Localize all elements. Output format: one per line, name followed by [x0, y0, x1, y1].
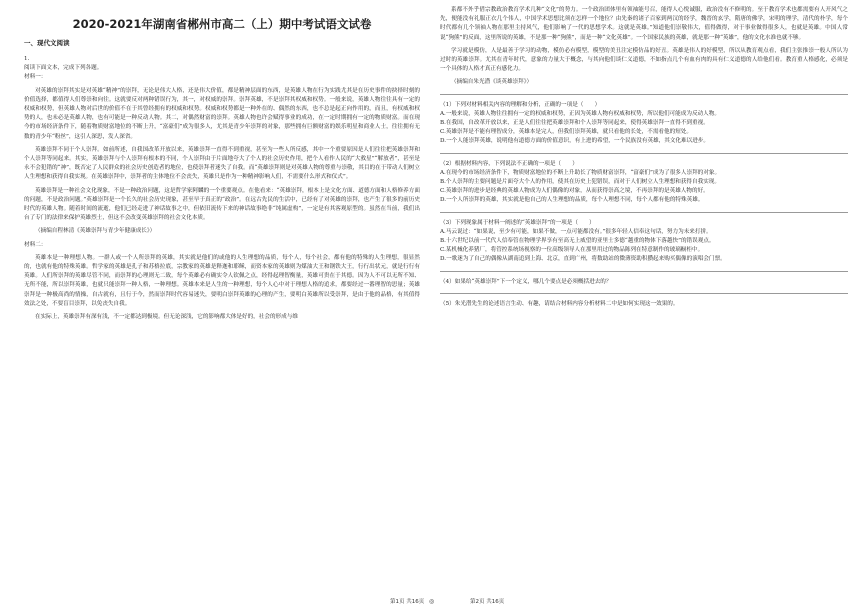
exam-title: 2020-2021年湖南省郴州市高二（上）期中考试语文试卷: [72, 17, 372, 31]
question-2: （2）根据材料内容，下列说法不正确的一项是（ ）: [440, 160, 578, 167]
option-3c: C.某机械化养猪厂，将管控系统场视察的一位高级领导人在那里用过的物品陈列在特意制作的玻璃橱柜中。: [440, 247, 704, 254]
option-3b: B.十六世纪以前一代代人信奉管在物理学界享有至高无上威望的亚里士多德“越重的物体下落越快”的错误观点。: [440, 238, 715, 245]
right-page: [430, 0, 860, 608]
section-heading: 一、现代文阅读: [24, 39, 70, 47]
page-number-left: 第1页 共16页: [390, 599, 425, 605]
option-1a: A.一般来说，英雄人物往往拥有一定的权威和权势，正因为英雄人物有权威和权势，所以他们可能成为反动人物。: [440, 110, 720, 117]
question-4: （4）如果给“英雄崇拜”下一个定义，哪几个要点是必须概括进去的？: [440, 278, 612, 285]
option-1d: D.一个人能崇拜英雄，说明他有道德方面的价值意识，有上进的希望，一个民族没有英雄，其文化难以进步。: [440, 138, 709, 145]
paragraph: 学习就是模仿，人是最善于学习的动物，模仿必有模型，模型的美丑注定模仿品的好丑。英雄是伟人的好模型，所以从教育观点看，我们主张推崇一般人所认为过时的英雄崇拜。尤其在青年时代，意象的力量大于概念，与其向他们谈仁义道德，不如指点几个有血有肉的具有仁义道德的人给他们看。教育重人格感化，必须是一个具体的人格才真正有感化力。: [440, 47, 848, 73]
page-separator-mark: ◎: [429, 598, 435, 605]
question-3: （3）下列现象属于材料一阐述的“英雄崇拜”的一项是（ ）: [440, 219, 595, 226]
divider: [440, 293, 848, 294]
option-3a: A.马云说过：“如果说，至少有可能，如果不做，一点可能都没有。”很多年轻人信奉这句话，努力为未来打拼。: [440, 228, 712, 235]
paragraph: 对英雄的崇拜其实是对英雄“精神”的崇拜，无论是伟大人格，还是伟大价值，都是精神层面的东西，是英雄人物在行为实践尤其是在历史事件的抉择时刻的价值选择，都值得人们尊崇和向往。这就要反对两种错误行为，其一，对权威的崇拜。崇拜英雄，不是崇拜其权威和权势。一般来说，英雄人物往往具有一定的权威和权势，但英雄人物对后世的价值不在于其曾经拥有的权威和权势。权威和权势都是一种外在的、偶然的东西，也不总是起正向作用的，而且，有权威和权势的人，也未必是英雄人物，也有可能是一种反动人物。其二，对偶然财富的崇拜。英雄人物也许会赋得事业的成功，在一定时期拥有一定的物质财富。而在现今的市场经济条件下，随着物质财富地位的不断上升，“富豪们”成为很多人，尤其是青少年崇拜的对象，那些拥有巨额财富的娱乐明星和商业人士，往往拥有无数的青少年“粉丝”，这引人深思，发人深省。: [24, 87, 420, 140]
material-one-source: （摘编自程林清《英雄崇拜与青少年健康成长》）: [35, 228, 156, 235]
question-number: 1.: [24, 56, 30, 62]
paragraph: 英雄本是一种理想人物。一群人或一个人所崇拜的英雄，其实就是他们的或他的人生理想的品质，每个人，每个社会，都有他的特殊的人生理想，很显然的，也就有他的特殊英雄。哲学家的英雄是孔子和苏格拉底，宗教家的英雄是释迦和耶稣，而资本家的英雄则为煤油大王和钢铁大王，行行出状元，就是行行有英雄。人们所崇拜的英雄尽管不同，而崇拜的心理则无二致，每个英雄必有确实令人钦佩之点，经得起理智衡量，英雄可贵在于其德。因为人不可以无所不知、无所不能，所以崇拜英雄，也就只能崇拜一种人格，一种理想。英雄本来是人生的一种理想，每个人心中对于理想人格的追求，都要经过一番理智的思量；英雄崇拜是一种极高尚的情操，自古就有，且行于今，然而崇拜时代容易迷失，要明白崇拜英雄的心理的产生，要明白英雄所以受崇拜，是由于他的品格，有其值得效法之处，不要盲目崇拜，以免丧失自我。: [24, 254, 420, 307]
instruction-text: 阅读下面文本，完成下列各题。: [24, 65, 103, 72]
option-1c: C.英雄崇拜是不能有理智成分，英雄本是完人，但我们崇拜英雄，就只看他的长处，不需看他的短处。: [440, 129, 692, 136]
paragraph: 英雄崇拜不同于个人崇拜。如前所述，自我国改革开放以来，英雄崇拜一直得不到重视，甚至为一些人所反感，其中一个重要原因是人们往往把英雄崇拜和个人崇拜等同起来。其实，英雄崇拜与个人崇拜有根本的不同，个人崇拜由于片面地夸大了个人的社会历史作用，把个人看作人民的“大救星”“解放者”，甚至是永不会犯错的“神”，既否定了人民群众的社会历史创造者的地位，也使崇拜者迷失了自我。而“英雄崇拜则是对英雄人物的尊重与崇敬，其目的在于带动人们树立人生理想和获得自我实现。在英雄崇拜中，崇拜者的主体地位不会丧失，英雄只是作为一种精神影响人们，不需要什么形式和仪式”。: [24, 146, 420, 181]
option-2a: A.在现今的市场经济条件下，物质财富地位的不断上升助长了物质财富崇拜，“富豪们”成为了很多人崇拜的对象。: [440, 169, 721, 176]
divider: [440, 212, 848, 213]
question-1: （1）下列对材料相关内容的理解和分析，正确的一项是（ ）: [440, 101, 601, 108]
option-3d: D.一歌迷为了自己的偶像从湖南追到上海、北京，直到广州，将数助站的微薄资助积攒起来购买偶像的演唱会门票。: [440, 256, 726, 263]
material-two-source: （摘编自朱光潜《谈英雄崇拜》）: [451, 79, 533, 86]
option-1b: B.在我国，自改革开放以来，正是人们往往把英雄崇拜和个人崇拜等同起来，使得英雄崇拜一直得不到重视。: [440, 120, 709, 127]
divider: [440, 271, 848, 272]
paragraph: 英雄崇拜是一种社会文化现象，不是一种政治问题，这是哲学家阿麟的一个重要观点。在他看来：“英雄崇拜，根本上是文化方面、道德方面和人格修养方面的问题，不是政治问题。”英雄崇拜是一个长久的社会历史现象，甚至早于真正的“政治”。在远古先民的生活中，已经有了对英雄的崇拜，也产生了很多的前历史时代的英雄人物。随着时间的流逝，他们已经走进了神话故事之中，但依旧流传下来的神话故事绝非“纯属虚构”，一定是有其客观原型的。虽然在当前，我们出台了专门的法律来保护英雄烈士，但这不会改变英雄崇拜的社会文化本质。: [24, 187, 420, 222]
divider: [440, 153, 848, 154]
paragraph: 在实际上，英雄崇拜有深有浅，不一定都达到极境。但无论深浅，它的影响都大体是好的，社会的形成与维: [35, 314, 298, 321]
paragraph: 系都不外乎借宗教政治教育学术几种“文化”的势力。一个政治团体里有领袖能号召，能得人心悦诚服，政治没有不修明的。至于教育学术也都需要有人开风气之先，便能没有礼服正衣几个伟人，中国学术思想比须在怎样一个地位？由先秦的诸子百家到两汉的经学，魏晋的玄学，隋唐的佛学，宋明的理学，清代的朴学，每个时代都有几个领袖人物在那里主持风气，他们影响了一代的思想学术。这就是英雄。”知道他们崇敬伟大，值得做得，对于事业做得很多人，也就是英雄。中国人常说“狗熊”的反面，这里所说的英雄，不是那一种“狗熊”，而是一种“文化英雄”。一个国家民族的英雄，就是那一种“英雄”，他的文化水准也就不够。: [440, 7, 848, 41]
option-2d: D.一个人所崇拜的英雄，其实就是他自己的人生理想的品质，每个人理想不同，每个人都有他的特殊英雄。: [440, 197, 704, 204]
question-5: （5）朱光潜先生的论述语言生动、有趣，请结合材料内容分析材料二中是如何实现这一效果的。: [440, 300, 679, 307]
page-number-right: 第2页 共16页: [470, 599, 505, 605]
material-two-label: 材料二：: [24, 241, 47, 248]
option-2c: C.英雄崇拜的进步是经典的英雄人物成为人们偶像的对象，从而获得崇高之境，不再崇拜的是英雄人物的好。: [440, 188, 709, 195]
option-2b: B.个人崇拜的主要问题是片面夸大个人的作用，使其在历史上犯错误，而对于人们树立人生理想和获得自我实现。: [440, 179, 720, 186]
material-one-label: 材料一：: [24, 74, 47, 81]
divider: [440, 94, 848, 95]
